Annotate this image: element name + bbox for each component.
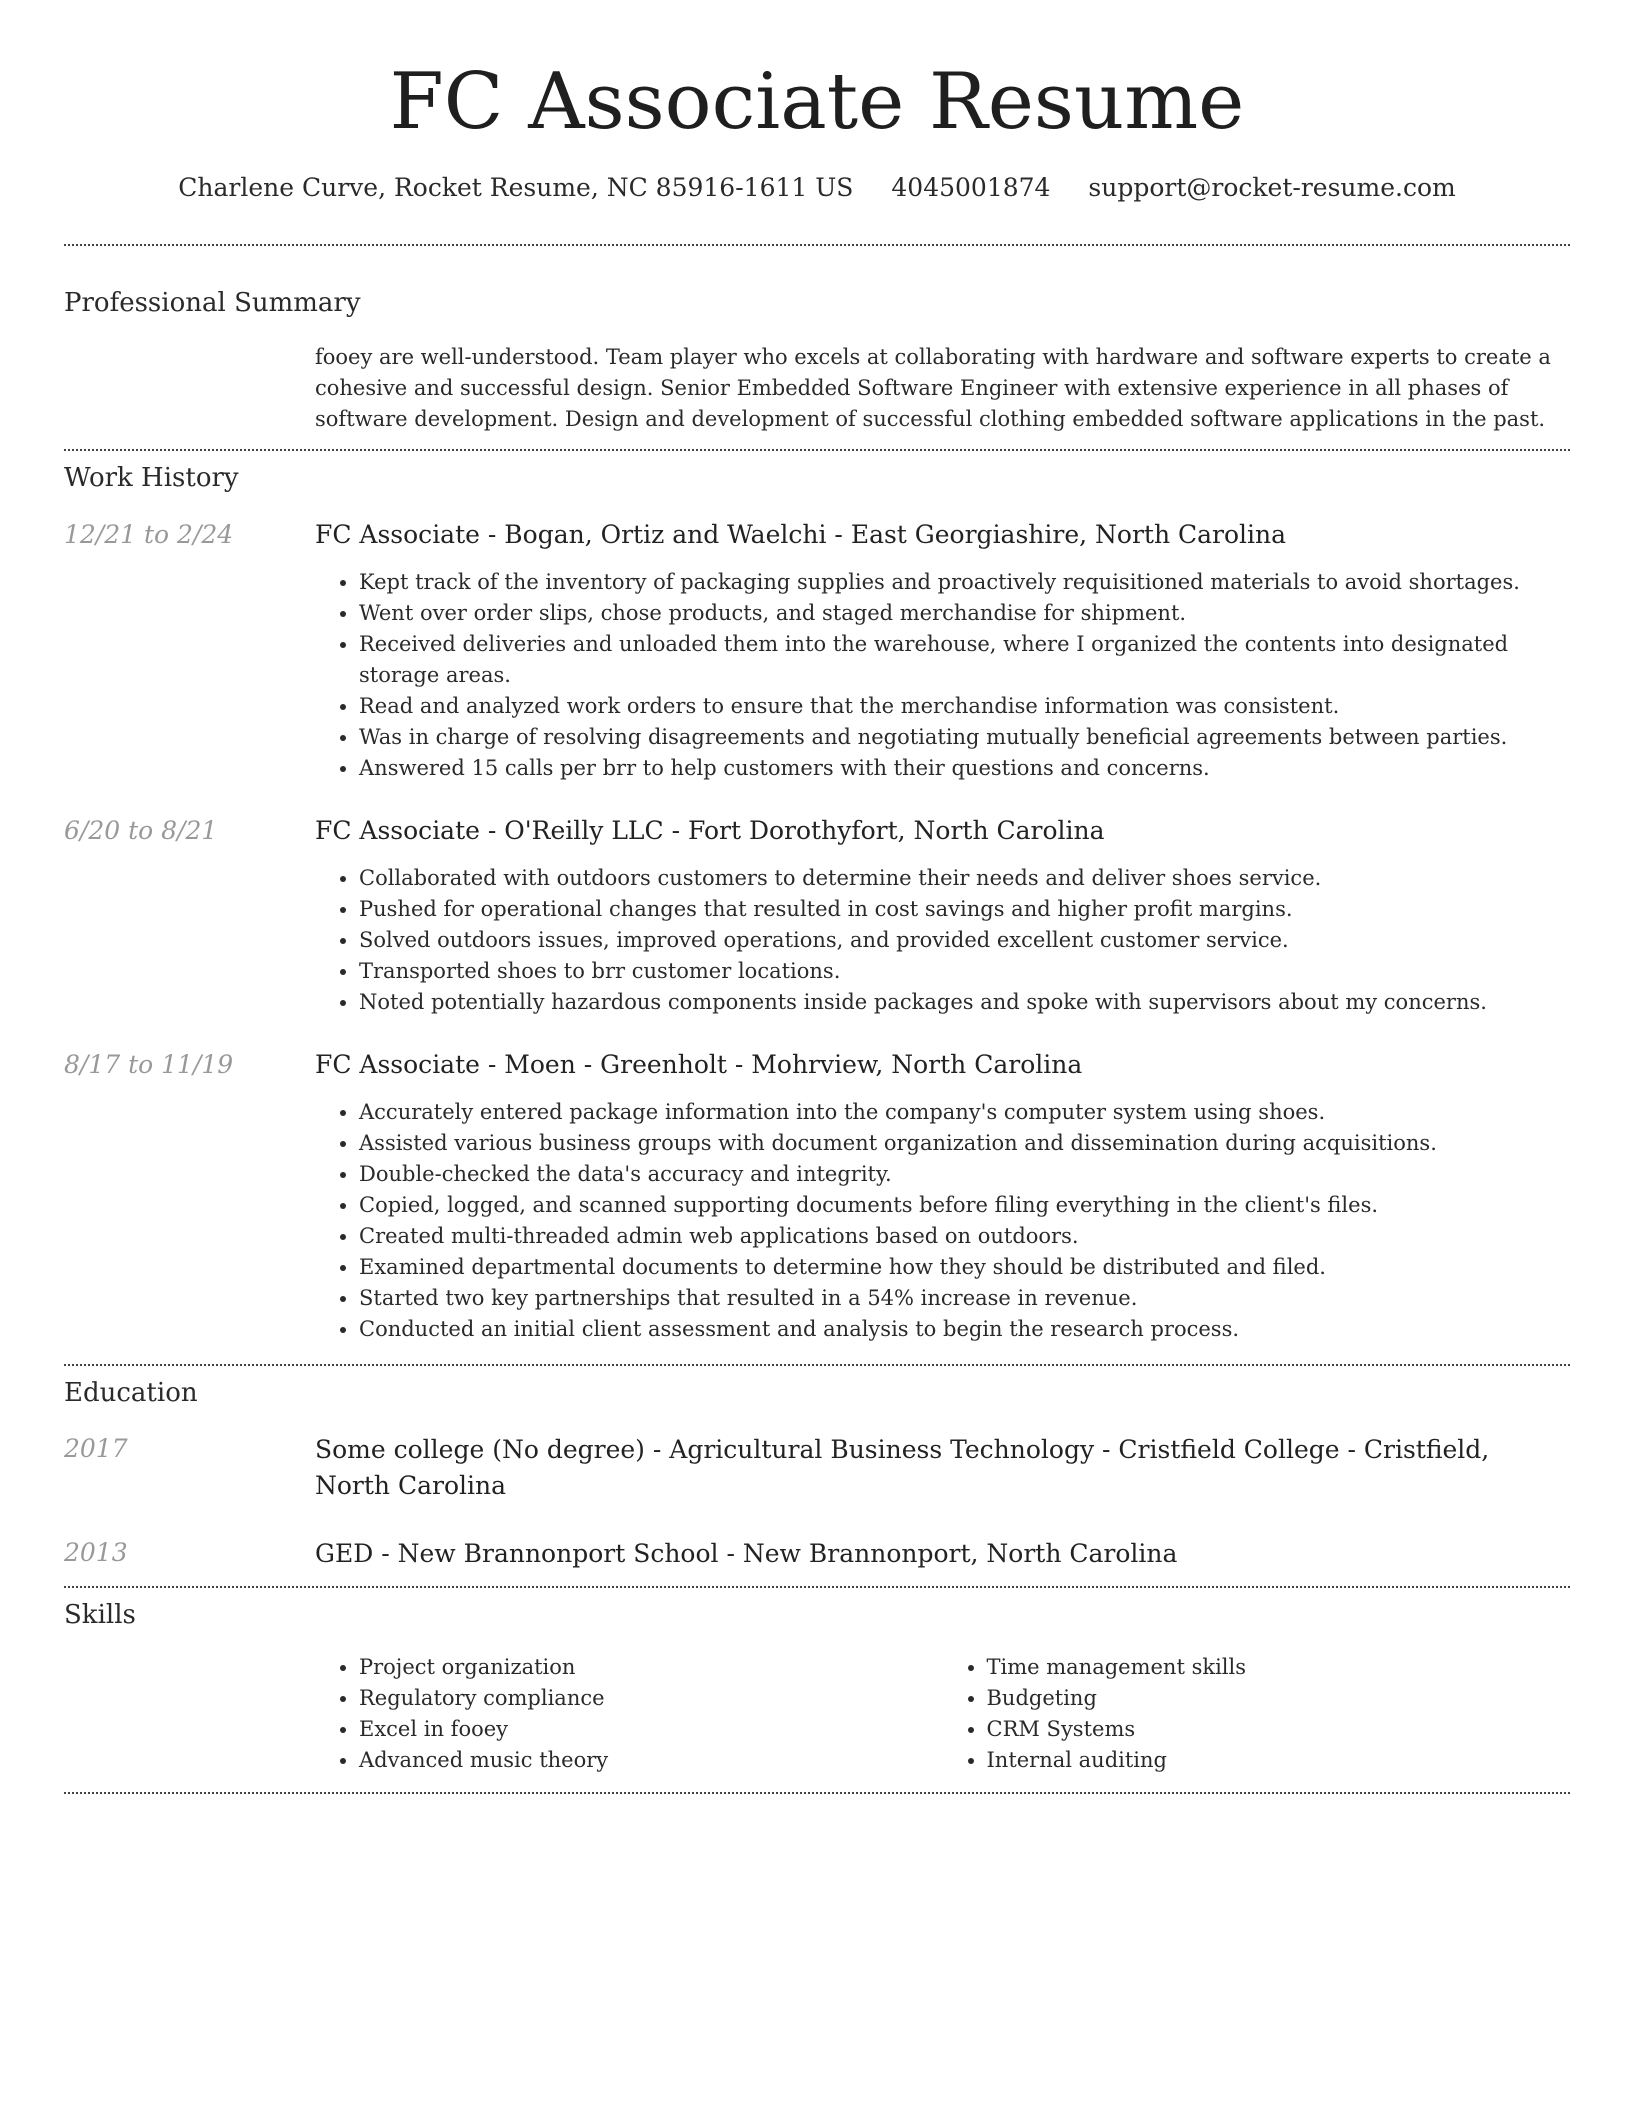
- education-year: 2013: [64, 1538, 128, 1567]
- contact-phone: 4045001874: [891, 173, 1051, 202]
- skill-item: • Budgeting: [987, 1683, 1571, 1714]
- divider: [64, 1792, 1570, 1794]
- job-entry: [64, 518, 1570, 784]
- summary-row: [64, 342, 1570, 435]
- job-title: FC Associate - O'Reilly LLC - Fort Dorothyfort, North Carolina: [315, 816, 1105, 845]
- list-item: • Answered 15 calls per brr to help customers with their questions and concerns.: [359, 753, 1570, 784]
- contact-email: support@rocket-resume.com: [1088, 173, 1456, 202]
- resume-page: [64, 0, 1570, 1794]
- job-dates: 8/17 to 11/19: [64, 1050, 234, 1079]
- summary-heading: Professional Summary: [64, 288, 361, 318]
- skills-heading: Skills: [64, 1600, 136, 1630]
- list-item: • Pushed for operational changes that resulted in cost savings and higher profit margins.: [359, 894, 1570, 925]
- list-item: • Transported shoes to brr customer locations.: [359, 956, 1570, 987]
- list-item: • Read and analyzed work orders to ensure that the merchandise information was consistent.: [359, 691, 1570, 722]
- list-item: • Copied, logged, and scanned supporting documents before filing everything in the client's files.: [359, 1190, 1570, 1221]
- skill-item: • Regulatory compliance: [359, 1683, 943, 1714]
- skills-list-right: [943, 1652, 1571, 1776]
- list-item: • Started two key partnerships that resulted in a 54% increase in revenue.: [359, 1283, 1570, 1314]
- job-bullets: [315, 1097, 1570, 1345]
- list-item: • Was in charge of resolving disagreements and negotiating mutually beneficial agreements between parties.: [359, 722, 1570, 753]
- summary-text: fooey are well-understood. Team player who excels at collaborating with hardware and software experts to create a cohesive and successful design. Senior Embedded Software Engineer with extensive experience in all phases of software development. Design and development of successful clothing embedded software applications in the past.: [315, 345, 1551, 431]
- education-title: Some college (No degree) - Agricultural Business Technology - Cristfield College - Cristfield, North Carolina: [315, 1435, 1490, 1500]
- skill-item: • Advanced music theory: [359, 1745, 943, 1776]
- job-bullets: [315, 567, 1570, 784]
- skill-item: • Time management skills: [987, 1652, 1571, 1683]
- skills-list-left: [315, 1652, 943, 1776]
- education-entry: [64, 1432, 1570, 1504]
- list-item: • Double-checked the data's accuracy and integrity.: [359, 1159, 1570, 1190]
- list-item: • Went over order slips, chose products, and staged merchandise for shipment.: [359, 598, 1570, 629]
- education-heading: Education: [64, 1378, 198, 1408]
- job-details: [315, 1048, 1570, 1345]
- list-item: • Received deliveries and unloaded them into the warehouse, where I organized the contents into designated storage areas.: [359, 629, 1570, 691]
- list-item: • Conducted an initial client assessment and analysis to begin the research process.: [359, 1314, 1570, 1345]
- education-entry: [64, 1536, 1570, 1572]
- work-history-heading: Work History: [64, 463, 239, 493]
- job-entry: [64, 1048, 1570, 1345]
- list-item: • Noted potentially hazardous components inside packages and spoke with supervisors about my concerns.: [359, 987, 1570, 1018]
- education-title: GED - New Brannonport School - New Brannonport, North Carolina: [315, 1539, 1178, 1568]
- divider: [64, 1364, 1570, 1366]
- list-item: • Examined departmental documents to determine how they should be distributed and filed.: [359, 1252, 1570, 1283]
- education-year: 2017: [64, 1434, 128, 1463]
- job-title: FC Associate - Bogan, Ortiz and Waelchi - East Georgiashire, North Carolina: [315, 520, 1287, 549]
- skill-item: • Internal auditing: [987, 1745, 1571, 1776]
- skill-item: • CRM Systems: [987, 1714, 1571, 1745]
- list-item: • Assisted various business groups with document organization and dissemination during acquisitions.: [359, 1128, 1570, 1159]
- skills-columns: [315, 1652, 1570, 1776]
- contact-line: [64, 172, 1570, 204]
- job-entry: [64, 814, 1570, 1018]
- job-title: FC Associate - Moen - Greenholt - Mohrview, North Carolina: [315, 1050, 1083, 1079]
- divider: [64, 449, 1570, 451]
- job-dates: 6/20 to 8/21: [64, 816, 218, 845]
- divider: [64, 244, 1570, 246]
- job-details: [315, 814, 1570, 1018]
- resume-title: FC Associate Resume: [389, 57, 1245, 147]
- list-item: • Collaborated with outdoors customers to determine their needs and deliver shoes service.: [359, 863, 1570, 894]
- divider: [64, 1586, 1570, 1588]
- skills-row: [64, 1652, 1570, 1776]
- list-item: • Accurately entered package information into the company's computer system using shoes.: [359, 1097, 1570, 1128]
- list-item: • Created multi-threaded admin web applications based on outdoors.: [359, 1221, 1570, 1252]
- list-item: • Solved outdoors issues, improved operations, and provided excellent customer service.: [359, 925, 1570, 956]
- job-details: [315, 518, 1570, 784]
- contact-address: Charlene Curve, Rocket Resume, NC 85916-1611 US: [178, 173, 854, 202]
- skill-item: • Excel in fooey: [359, 1714, 943, 1745]
- job-dates: 12/21 to 2/24: [64, 520, 234, 549]
- skill-item: • Project organization: [359, 1652, 943, 1683]
- list-item: • Kept track of the inventory of packaging supplies and proactively requisitioned materials to avoid shortages.: [359, 567, 1570, 598]
- job-bullets: [315, 863, 1570, 1018]
